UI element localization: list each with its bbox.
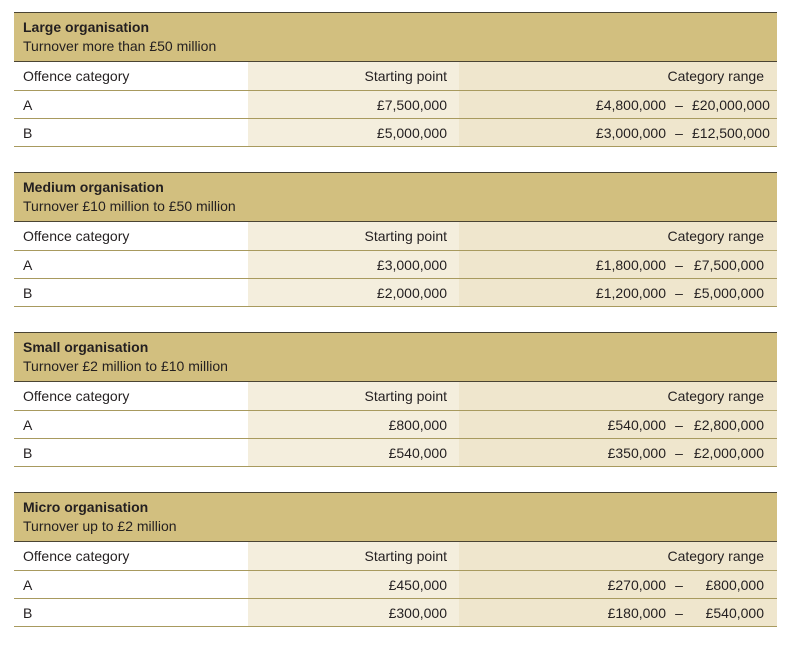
range-dash: – — [675, 444, 683, 461]
column-header-offence: Offence category — [14, 542, 248, 570]
table-row — [14, 279, 777, 307]
column-header-offence: Offence category — [14, 382, 248, 410]
range-low-value: £1,800,000 — [595, 256, 666, 273]
range-low-value: £270,000 — [607, 576, 666, 593]
category-range-cell — [459, 439, 777, 466]
column-header-category-range: Category range — [459, 62, 777, 90]
table-row — [14, 251, 777, 279]
range-high-value: £12,500,000 — [692, 124, 770, 141]
table-header-band — [14, 172, 777, 222]
starting-point-cell: £3,000,000 — [248, 251, 459, 278]
range-dash: – — [675, 416, 683, 433]
table-row — [14, 91, 777, 119]
range-dash: – — [675, 576, 683, 593]
starting-point-cell: £5,000,000 — [248, 119, 459, 146]
table-row — [14, 599, 777, 627]
table-header-band — [14, 332, 777, 382]
column-header-offence: Offence category — [14, 62, 248, 90]
large-organisation-table — [14, 12, 777, 147]
turnover-subtitle: Turnover up to £2 million — [23, 518, 177, 534]
category-range-cell — [459, 119, 777, 146]
category-range-cell — [459, 411, 777, 438]
range-low-value: £1,200,000 — [595, 284, 666, 301]
column-header-starting-point: Starting point — [248, 542, 459, 570]
range-high-value: £5,000,000 — [693, 284, 764, 301]
category-range-cell — [459, 91, 777, 118]
range-low-value: £180,000 — [607, 604, 666, 621]
table-row — [14, 411, 777, 439]
medium-organisation-table — [14, 172, 777, 307]
range-low-value: £3,000,000 — [595, 124, 666, 141]
turnover-subtitle: Turnover more than £50 million — [23, 38, 217, 54]
offence-category-cell: A — [14, 251, 248, 278]
category-range-cell — [459, 279, 777, 306]
column-header-category-range: Category range — [459, 542, 777, 570]
range-dash: – — [675, 96, 683, 113]
offence-category-cell: A — [14, 571, 248, 598]
offence-category-cell: A — [14, 91, 248, 118]
table-row — [14, 571, 777, 599]
table-row — [14, 119, 777, 147]
range-dash: – — [675, 256, 683, 273]
organisation-title: Medium organisation — [23, 179, 164, 195]
organisation-title: Large organisation — [23, 19, 150, 35]
range-high-value: £7,500,000 — [693, 256, 764, 273]
column-header-starting-point: Starting point — [248, 62, 459, 90]
category-range-cell — [459, 571, 777, 598]
table-row — [14, 439, 777, 467]
range-high-value: £2,000,000 — [693, 444, 764, 461]
turnover-subtitle: Turnover £10 million to £50 million — [23, 198, 236, 214]
offence-category-cell: A — [14, 411, 248, 438]
range-high-value: £800,000 — [705, 576, 764, 593]
micro-organisation-table — [14, 492, 777, 627]
organisation-title: Micro organisation — [23, 499, 149, 515]
column-header-row — [14, 222, 777, 251]
column-header-row — [14, 542, 777, 571]
range-low-value: £4,800,000 — [595, 96, 666, 113]
starting-point-cell: £540,000 — [248, 439, 459, 466]
range-high-value: £20,000,000 — [692, 96, 770, 113]
organisation-title: Small organisation — [23, 339, 149, 355]
column-header-offence: Offence category — [14, 222, 248, 250]
category-range-cell — [459, 599, 777, 626]
small-organisation-table — [14, 332, 777, 467]
column-header-starting-point: Starting point — [248, 382, 459, 410]
column-header-category-range: Category range — [459, 382, 777, 410]
column-header-category-range: Category range — [459, 222, 777, 250]
column-header-starting-point: Starting point — [248, 222, 459, 250]
range-dash: – — [675, 284, 683, 301]
starting-point-cell: £300,000 — [248, 599, 459, 626]
table-header-band — [14, 492, 777, 542]
range-dash: – — [675, 124, 683, 141]
range-high-value: £540,000 — [705, 604, 764, 621]
table-header-band — [14, 12, 777, 62]
range-high-value: £2,800,000 — [693, 416, 764, 433]
offence-category-cell: B — [14, 599, 248, 626]
range-dash: – — [675, 604, 683, 621]
starting-point-cell: £7,500,000 — [248, 91, 459, 118]
starting-point-cell: £450,000 — [248, 571, 459, 598]
turnover-subtitle: Turnover £2 million to £10 million — [23, 358, 228, 374]
category-range-cell — [459, 251, 777, 278]
starting-point-cell: £800,000 — [248, 411, 459, 438]
range-low-value: £540,000 — [607, 416, 666, 433]
starting-point-cell: £2,000,000 — [248, 279, 459, 306]
column-header-row — [14, 62, 777, 91]
offence-category-cell: B — [14, 439, 248, 466]
range-low-value: £350,000 — [607, 444, 666, 461]
fine-tables — [14, 12, 777, 627]
offence-category-cell: B — [14, 279, 248, 306]
offence-category-cell: B — [14, 119, 248, 146]
column-header-row — [14, 382, 777, 411]
